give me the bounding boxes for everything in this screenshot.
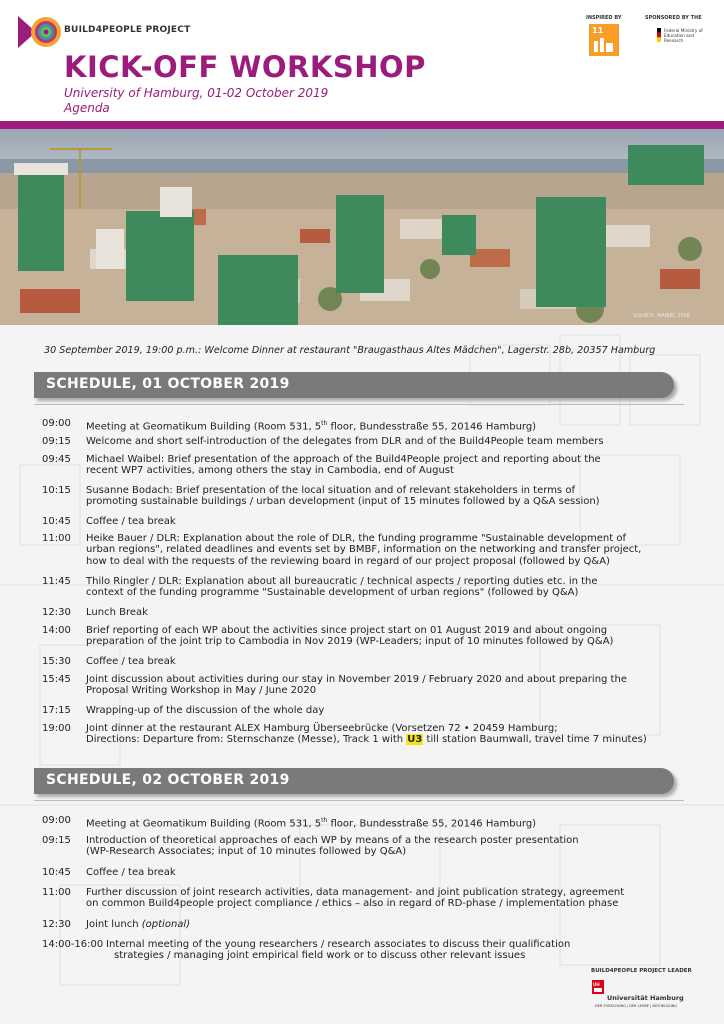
subtitle-location: University of Hamburg, 01-02 October 2019 [64,86,329,100]
page-header [0,0,724,125]
agenda-time: 15:45 [42,674,71,685]
schedule-day1-title: SCHEDULE, 01 OCTOBER 2019 [46,376,290,392]
section-divider [34,404,684,405]
photo-credit: SOURCE: WAIBEL 2016 [632,313,690,319]
agenda-time: 09:15 [42,436,71,447]
schedule-day1-header [34,372,684,398]
agenda-text: Meeting at Geomatikum Building (Room 531, 5th floor, Bundesstraße 55, 20146 Hamburg) [86,817,537,830]
skyline-image [0,129,724,325]
schedule-day2-header [34,768,684,794]
page-title: KICK-OFF WORKSHOP [64,50,426,84]
agenda-text: Lunch Break [86,607,148,618]
agenda-time: 12:30 [42,919,71,930]
german-flag-icon [657,28,661,42]
agenda-time: 09:00 [42,418,71,429]
agenda-text: Wrapping-up of the discussion of the whole day [86,705,325,716]
agenda-text: Coffee / tea break [86,656,176,667]
svg-text:UH: UH [593,982,600,987]
agenda-time: 14:00 [42,625,71,636]
agenda-time: 12:30 [42,607,71,618]
project-leader-label: BUILD4PEOPLE PROJECT LEADER [591,968,692,974]
agenda-time: 09:00 [42,815,71,826]
university-name: Universität Hamburg [607,994,684,1002]
header-divider [0,121,724,129]
svg-text:11: 11 [592,26,604,35]
sponsor-name: Federal Ministry of Education and Research [664,28,703,43]
agenda-time: 15:30 [42,656,71,667]
agenda-text: Joint discussion about activities during our stay in November 2019 / February 2020 and about preparing the Proposal Writing Workshop in May / June 2020 [86,674,627,697]
agenda-time: 11:00 [42,887,71,898]
agenda-text: Welcome and short self-introduction of the delegates from DLR and of the Build4People team members [86,436,604,447]
agenda-text: Internal meeting of the young researchers / research associates to discuss their qualification strategies / managing joint empirical field work or to discuss other relevant issues [106,939,571,962]
subtitle-agenda: Agenda [64,101,110,115]
agenda-text: Joint dinner at the restaurant ALEX Hamburg Überseebrücke (Vorsetzen 72 • 20459 Hamburg; Directions: Departure from: Sternschanze (Messe), Track 1 with U3 till station Baumwall, travel time 7 minutes) [86,723,647,746]
agenda-text: Brief reporting of each WP about the activities since project start on 01 August 2019 and about ongoing preparation of the joint trip to Cambodia in Nov 2019 (WP-Leaders; input of 10 minutes followed by Q&A) [86,625,614,648]
agenda-time: 09:45 [42,454,71,465]
agenda-text: Coffee / tea break [86,516,176,527]
build4people-logo [18,14,62,50]
schedule-day2-title: SCHEDULE, 02 OCTOBER 2019 [46,772,290,788]
project-name: BUILD4PEOPLE PROJECT [64,25,191,35]
agenda-time: 10:45 [42,867,71,878]
agenda-time: 11:45 [42,576,71,587]
agenda-time: 14:00-16:00 [42,939,104,950]
agenda-text: Meeting at Geomatikum Building (Room 531, 5th floor, Bundesstraße 55, 20146 Hamburg) [86,420,537,433]
agenda-time: 09:15 [42,835,71,846]
agenda-text: Introduction of theoretical approaches of each WP by means of a the research poster presentation (WP-Research Associates; input of 10 minutes followed by Q&A) [86,835,579,858]
university-tagline: DER FORSCHUNG | DER LEHRE | DER BILDUNG [595,1004,677,1008]
agenda-text: Coffee / tea break [86,867,176,878]
page-subtitle [64,86,328,116]
welcome-dinner-note: 30 September 2019, 19:00 p.m.: Welcome Dinner at restaurant "Braugasthaus Altes Mädchen", Lagerstr. 28b, 20357 Hamburg [44,345,656,356]
agenda-text: Heike Bauer / DLR: Explanation about the role of DLR, the funding programme "Sustainable development of urban regions", related deadlines and events set by BMBF, information on the networking and transfer project, how to deal with the requests of the reviewing board in regard of our project proposal (followed by Q&A) [86,533,642,567]
agenda-time: 10:15 [42,485,71,496]
agenda-text: Susanne Bodach: Brief presentation of the local situation and of relevant stakeholders in terms of promoting sustainable buildings / urban development (input of 15 minutes followed by a Q&A session) [86,485,600,508]
agenda-time: 17:15 [42,705,71,716]
agenda-time: 10:45 [42,516,71,527]
sdg11-icon [589,24,619,56]
city-skyline-photo [0,129,724,325]
agenda-time: 19:00 [42,723,71,734]
university-hamburg-logo [592,980,604,994]
sponsored-by-label: SPONSORED BY THE [645,15,702,21]
agenda-text: Joint lunch (optional) [86,919,191,930]
agenda-time: 11:00 [42,533,71,544]
subway-line-badge: U3 [407,734,423,746]
inspired-by-label: INSPIRED BY [586,15,622,21]
agenda-text: Thilo Ringler / DLR: Explanation about all bureaucratic / technical aspects / reporting duties etc. in the context of the funding programme "Sustainable development of urban regions" (followed by Q&A) [86,576,598,599]
agenda-text: Michael Waibel: Brief presentation of the approach of the Build4People project and reporting about the recent WP7 activities, among others the stay in Cambodia, end of August [86,454,601,477]
section-divider [34,800,684,801]
agenda-text: Further discussion of joint research activities, data management- and joint publication strategy, agreement on common Build4people project compliance / ethics – also in regard of RD-phase / implementation phase [86,887,625,910]
